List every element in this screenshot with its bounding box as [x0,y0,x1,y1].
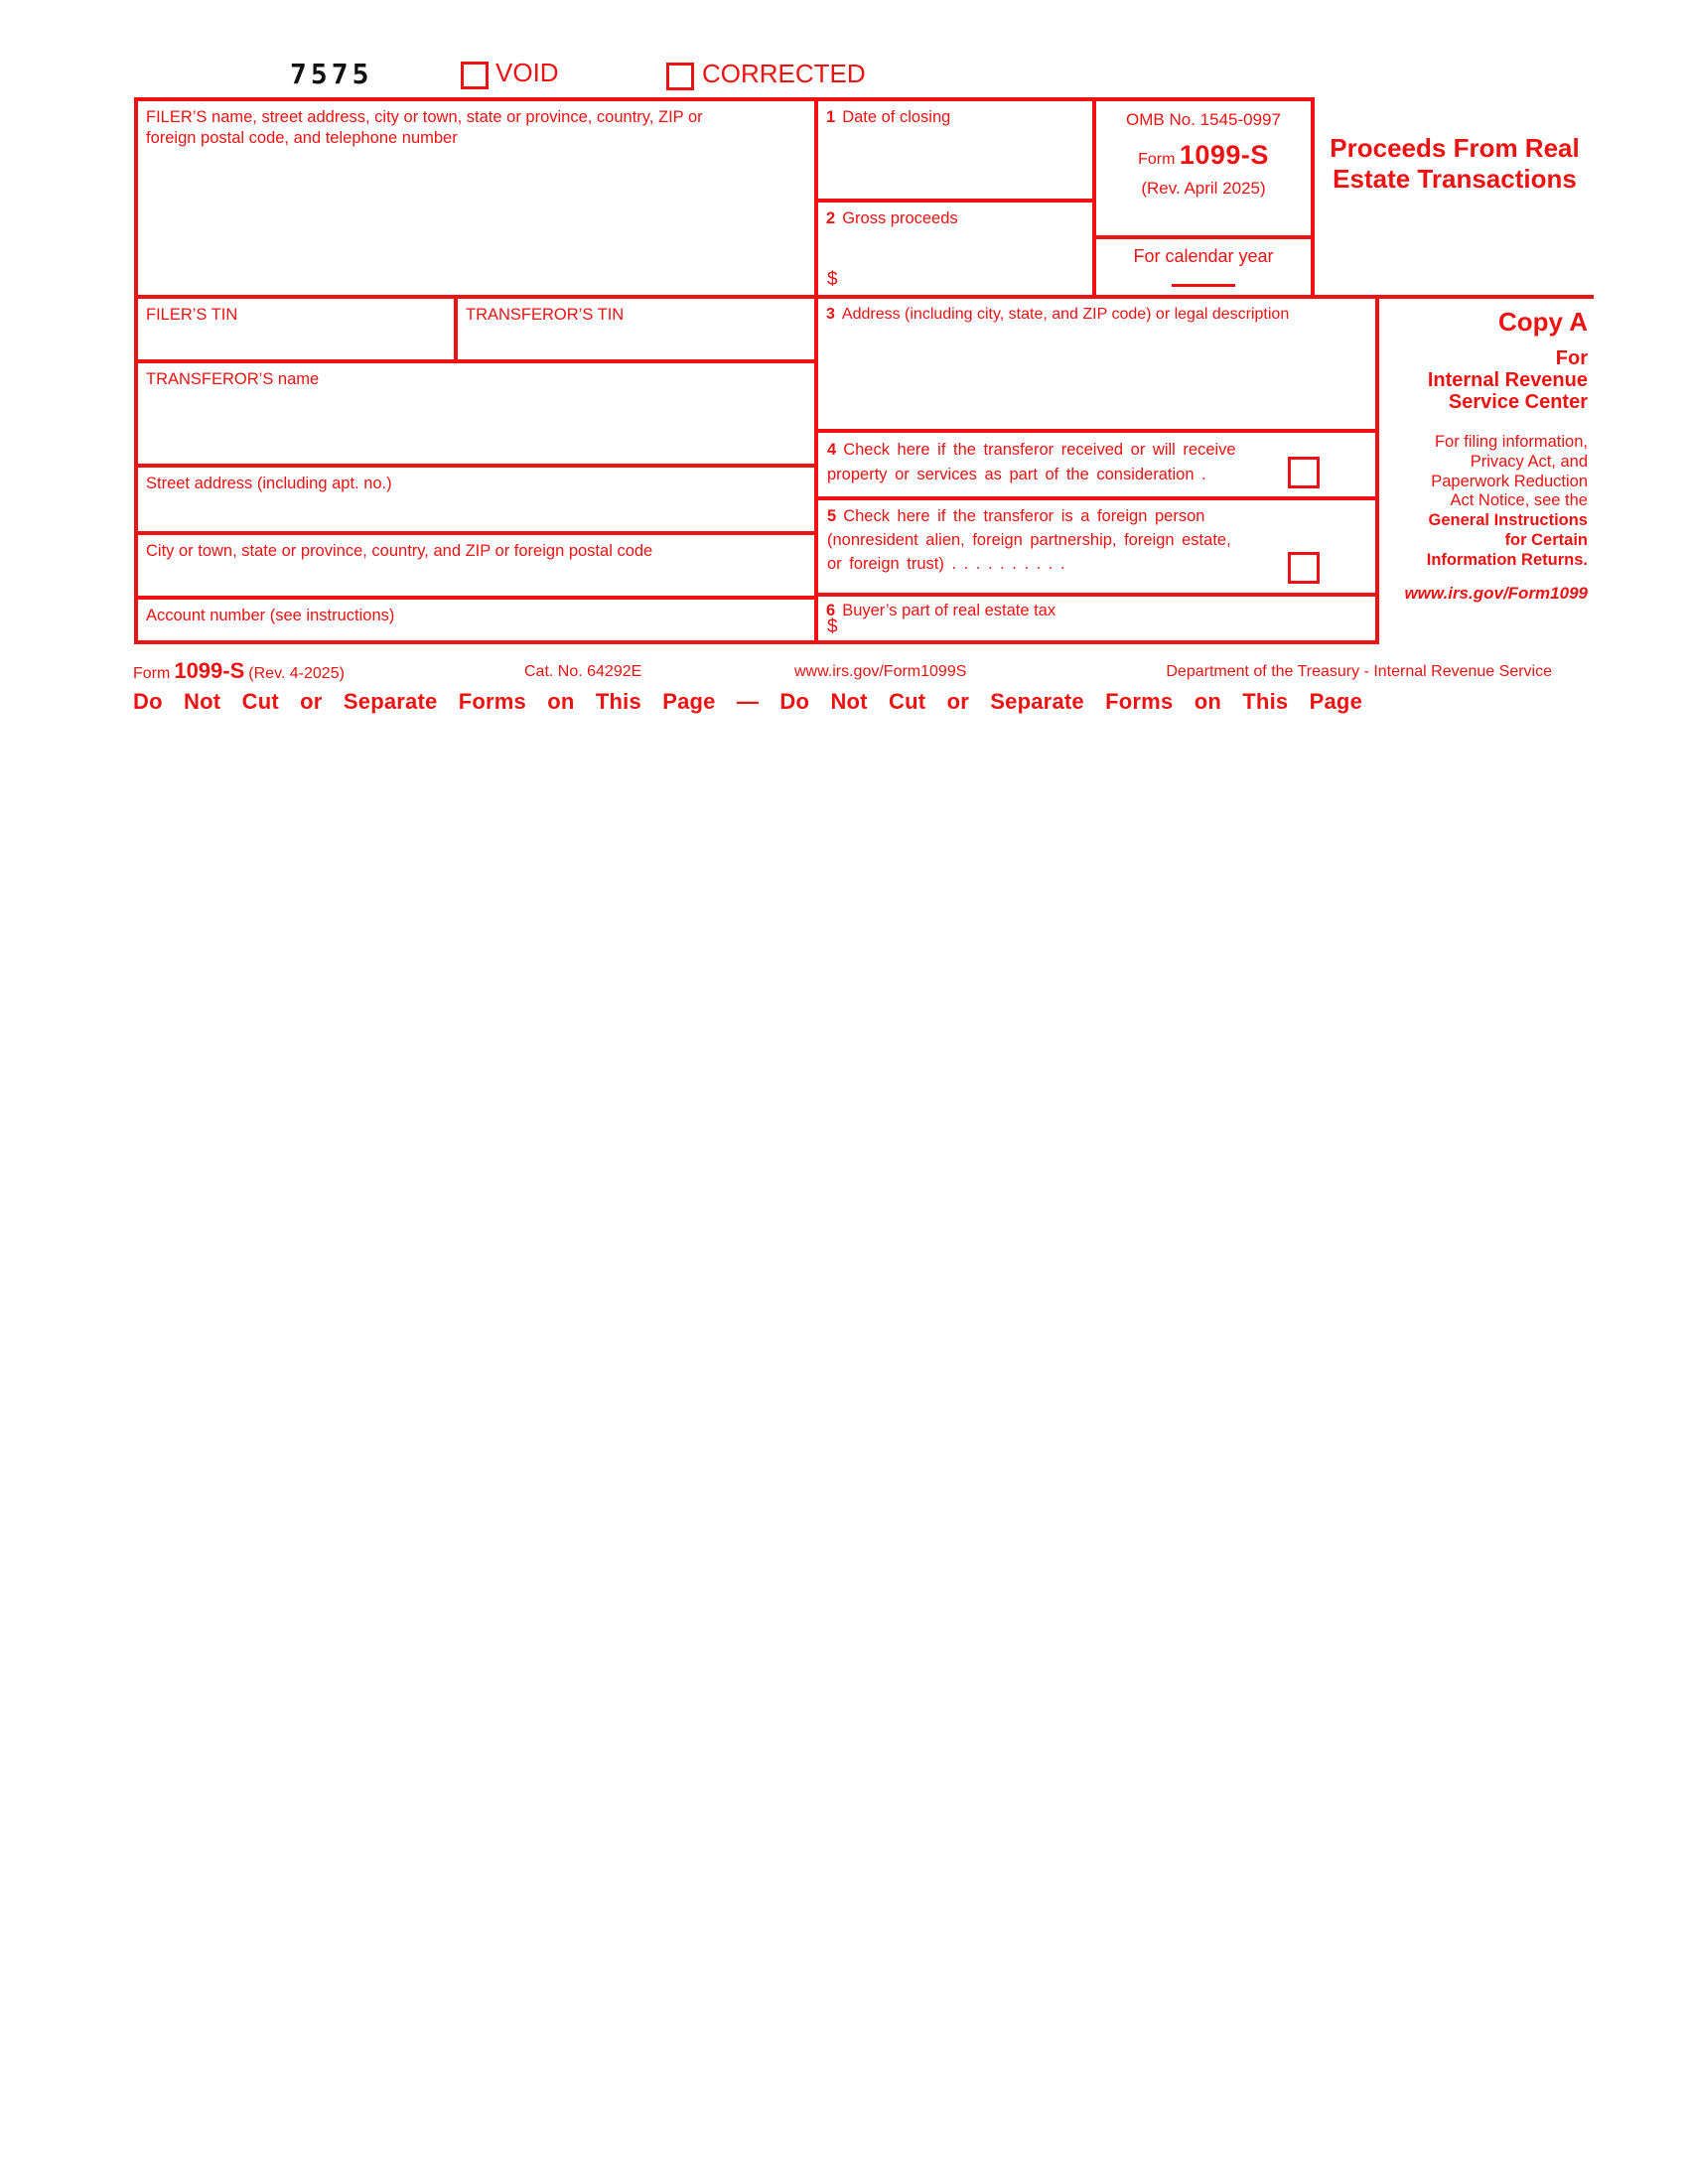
box5-foreign-person [814,496,1379,597]
general-instructions-text: General Instructions for Certain Information Returns. [1426,511,1588,569]
omb-box [1092,97,1315,239]
box6-dollar-sign: $ [827,616,838,637]
box3-number: 3 [826,306,835,323]
transferors-tin-label: TRANSFEROR’S TIN [466,306,625,324]
box5-checkbox[interactable] [1288,552,1320,584]
filer-info-box[interactable] [134,97,818,299]
copy-a-column [1375,295,1594,644]
calendar-year-box [1092,235,1315,299]
corrected-label: CORRECTED [702,59,866,88]
corrected-checkbox[interactable] [666,63,694,90]
footer-irs-url: www.irs.gov/Form1099S [794,663,967,680]
street-address-box[interactable] [134,464,818,535]
box1-label: Date of closing [842,108,951,126]
form-revision: (Rev. April 2025) [1141,179,1266,198]
box5-number: 5 [827,507,837,525]
copy-a-label: Copy A [1497,307,1588,337]
city-box[interactable] [134,531,818,600]
form-title-line1: Proceeds From Real [1330,133,1580,163]
box2-number: 2 [826,209,836,227]
city-label: City or town, state or province, country, and ZIP or foreign postal code [146,542,653,560]
box5-text-line2: (nonresident alien, foreign partnership, foreign estate, [827,530,1231,549]
filing-info-text: For filing information, Privacy Act, and Paperwork Reduction Act Notice, see the [1431,433,1588,510]
box2-dollar-sign: $ [827,269,838,290]
transferors-tin-box[interactable] [454,295,818,363]
form-title-line2: Estate Transactions [1333,163,1577,194]
form-number-block: Form 1099-S [1138,140,1269,170]
account-number-label: Account number (see instructions) [146,607,395,624]
calendar-year-label: For calendar year [1133,246,1274,266]
void-label: VOID [495,58,559,87]
void-checkbox[interactable] [461,62,489,89]
box5-text-line1: Check here if the transferor is a foreign person [843,507,1205,525]
box4-text-line1: Check here if the transferor received or will receive [843,441,1236,459]
irs-url: www.irs.gov/Form1099 [1404,583,1588,603]
form-print-code: 7575 [290,58,373,90]
form-grid [134,97,1594,653]
form-number: 1099-S [1179,140,1269,170]
box4-text-line2: property or services as part of the consideration . [827,465,1206,483]
box3-label: Address (including city, state, and ZIP code) or legal description [841,306,1290,323]
transferors-name-box[interactable] [134,359,818,468]
box6-label: Buyer’s part of real estate tax [842,602,1056,619]
footer-form-number: 1099-S [174,658,245,683]
form-title [1316,133,1594,194]
street-address-label: Street address (including apt. no.) [146,475,392,492]
transferors-name-label: TRANSFEROR’S name [146,370,320,388]
box2-gross-proceeds[interactable] [814,199,1096,299]
box6-number: 6 [826,602,836,619]
filers-tin-box[interactable] [134,295,458,363]
box1-date-of-closing[interactable] [814,97,1096,203]
filers-tin-label: FILER’S TIN [146,306,238,324]
box4-property-services [814,429,1379,500]
box4-checkbox[interactable] [1288,457,1320,488]
box1-number: 1 [826,108,836,126]
copy-recipient: For Internal Revenue Service Center [1427,347,1588,413]
filer-info-label: FILER’S name, street address, city or town, state or province, country, ZIP or foreign postal code, and telephone number [146,108,703,147]
footer-cat-number: Cat. No. 64292E [524,663,642,680]
footer-department: Department of the Treasury - Internal Revenue Service [1166,663,1552,680]
do-not-cut-notice: Do Not Cut or Separate Forms on This Page — Do Not Cut or Separate Forms on This Page [133,689,1363,714]
box4-number: 4 [827,441,837,459]
omb-number: OMB No. 1545-0997 [1126,110,1281,129]
account-number-box[interactable] [134,596,818,644]
box5-text-line3: or foreign trust) . . . . . . . . . . [827,554,1065,573]
footer-form-id: Form 1099-S (Rev. 4-2025) [133,658,345,683]
calendar-year-blank[interactable] [1172,283,1235,287]
box3-address-box[interactable] [814,295,1379,433]
box6-buyers-tax[interactable] [814,593,1379,644]
box2-label: Gross proceeds [842,209,958,227]
